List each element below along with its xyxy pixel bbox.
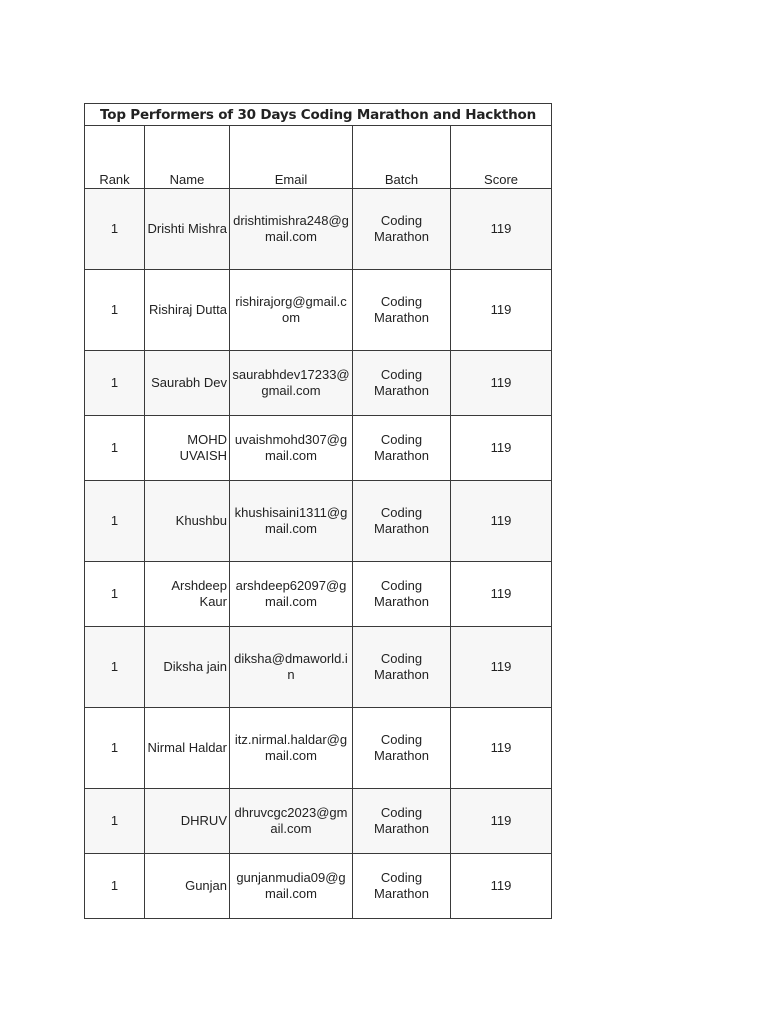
cell-batch: Coding Marathon (353, 189, 451, 270)
email-text: itz.nirmal.haldar@gmail.com (234, 732, 348, 763)
cell-score: 119 (451, 189, 552, 270)
cell-rank: 1 (85, 708, 145, 789)
table-title: Top Performers of 30 Days Coding Marathon and Hackthon (85, 104, 552, 126)
cell-email (230, 416, 353, 481)
cell-score: 119 (451, 562, 552, 627)
cell-score: 119 (451, 708, 552, 789)
cell-rank: 1 (85, 270, 145, 351)
table-row (85, 189, 552, 270)
cell-rank: 1 (85, 562, 145, 627)
table-row (85, 562, 552, 627)
cell-email (230, 562, 353, 627)
cell-name: Nirmal Haldar (145, 708, 230, 789)
cell-name: Khushbu (145, 481, 230, 562)
email-text: arshdeep62097@gmail.com (235, 578, 347, 609)
cell-name: Drishti Mishra (145, 189, 230, 270)
table-row (85, 481, 552, 562)
cell-name: MOHD UVAISH (145, 416, 230, 481)
table-row (85, 627, 552, 708)
header-email: Email (230, 126, 353, 189)
email-text: rishirajorg@gmail.com (235, 294, 347, 325)
table-row (85, 416, 552, 481)
cell-rank: 1 (85, 416, 145, 481)
cell-email (230, 189, 353, 270)
cell-name: Gunjan (145, 854, 230, 919)
cell-name: DHRUV (145, 789, 230, 854)
cell-name: Arshdeep Kaur (145, 562, 230, 627)
table-row (85, 854, 552, 919)
email-text: saurabhdev17233@gmail.com (232, 367, 350, 398)
email-text: diksha@dmaworld.in (234, 651, 348, 682)
table-body (85, 189, 552, 919)
cell-score: 119 (451, 789, 552, 854)
cell-batch: Coding Marathon (353, 351, 451, 416)
cell-batch: Coding Marathon (353, 416, 451, 481)
cell-rank: 1 (85, 789, 145, 854)
header-batch: Batch (353, 126, 451, 189)
email-text: khushisaini1311@gmail.com (234, 505, 348, 536)
cell-batch: Coding Marathon (353, 562, 451, 627)
performers-table (84, 103, 552, 919)
cell-email (230, 351, 353, 416)
cell-score: 119 (451, 854, 552, 919)
cell-name: Diksha jain (145, 627, 230, 708)
cell-score: 119 (451, 481, 552, 562)
cell-batch: Coding Marathon (353, 854, 451, 919)
cell-score: 119 (451, 627, 552, 708)
header-score: Score (451, 126, 552, 189)
cell-email (230, 789, 353, 854)
cell-batch: Coding Marathon (353, 789, 451, 854)
email-text: gunjanmudia09@gmail.com (236, 870, 346, 901)
email-text: dhruvcgc2023@gmail.com (234, 805, 348, 836)
cell-batch: Coding Marathon (353, 481, 451, 562)
cell-email (230, 854, 353, 919)
cell-batch: Coding Marathon (353, 270, 451, 351)
cell-rank: 1 (85, 627, 145, 708)
cell-score: 119 (451, 270, 552, 351)
cell-batch: Coding Marathon (353, 627, 451, 708)
cell-score: 119 (451, 351, 552, 416)
cell-rank: 1 (85, 854, 145, 919)
table-row (85, 351, 552, 416)
header-name: Name (145, 126, 230, 189)
cell-email (230, 270, 353, 351)
cell-name: Saurabh Dev (145, 351, 230, 416)
cell-score: 119 (451, 416, 552, 481)
table-row (85, 708, 552, 789)
cell-name: Rishiraj Dutta (145, 270, 230, 351)
cell-rank: 1 (85, 189, 145, 270)
table-row (85, 270, 552, 351)
cell-email (230, 708, 353, 789)
email-text: drishtimishra248@gmail.com (233, 213, 349, 244)
header-rank: Rank (85, 126, 145, 189)
header-row (85, 126, 552, 189)
cell-email (230, 481, 353, 562)
table-row (85, 789, 552, 854)
cell-rank: 1 (85, 481, 145, 562)
cell-email (230, 627, 353, 708)
cell-rank: 1 (85, 351, 145, 416)
cell-batch: Coding Marathon (353, 708, 451, 789)
email-text: uvaishmohd307@gmail.com (234, 432, 348, 463)
